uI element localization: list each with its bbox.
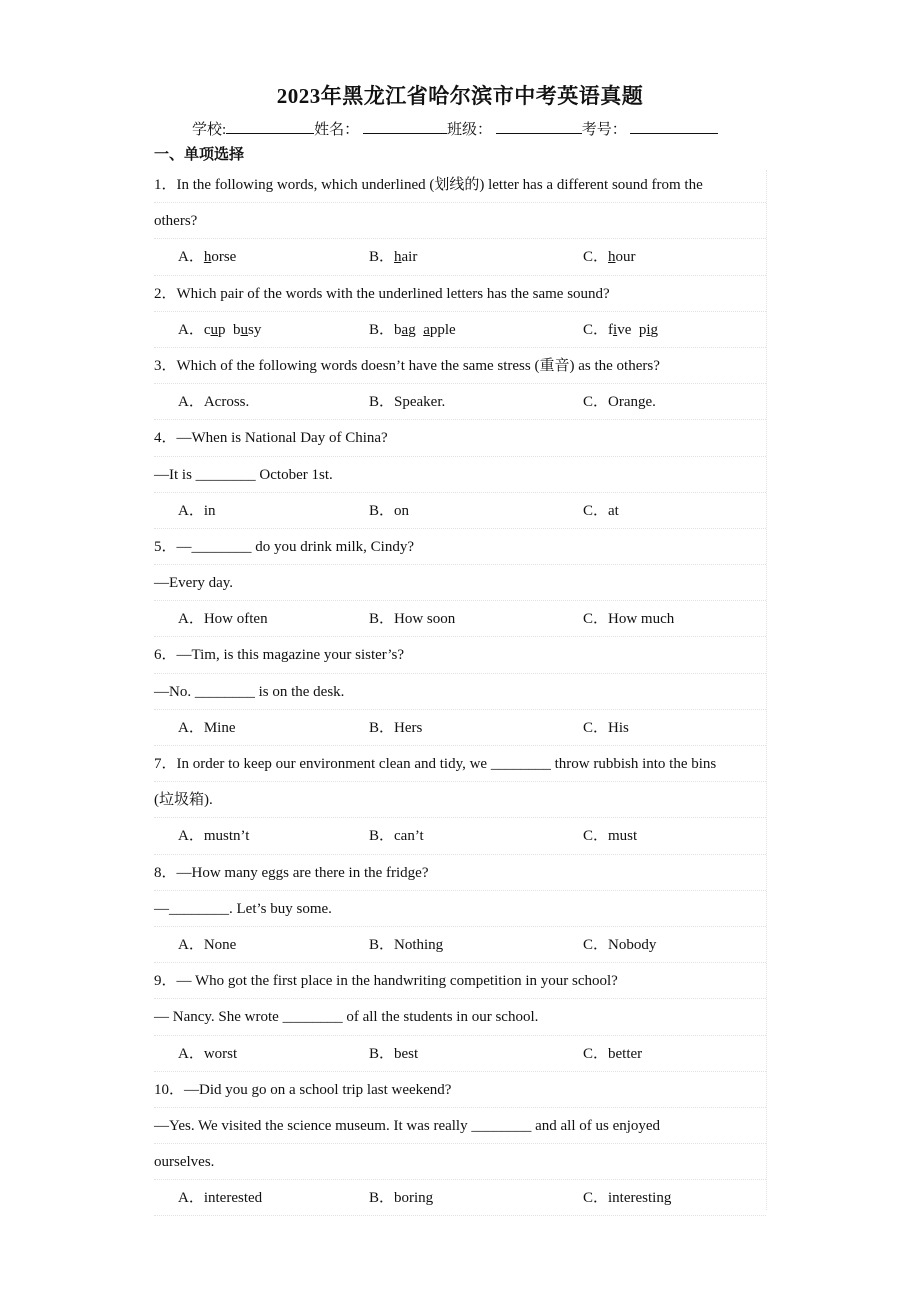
option-b[interactable]	[369, 1036, 418, 1072]
option-a[interactable]	[178, 1036, 237, 1072]
option-text: ve p	[617, 321, 647, 338]
option-text: His	[608, 719, 629, 736]
option-text: air	[401, 249, 418, 266]
option-text: Mine	[203, 719, 236, 736]
option-text: None	[203, 936, 237, 953]
option-text: interesting	[608, 1190, 672, 1207]
name-blank[interactable]	[363, 119, 447, 134]
option-a[interactable]	[178, 710, 236, 746]
option-text: pple	[429, 321, 456, 338]
question-text-line: —Yes. We visited the science museum. It was really ________ and all of us enjoyed	[154, 1108, 766, 1144]
option-text: How often	[203, 611, 268, 628]
option-b[interactable]	[369, 239, 417, 275]
option-text: Hers	[394, 719, 423, 736]
option-c[interactable]	[583, 1036, 642, 1072]
option-text: mustn’t	[203, 828, 250, 845]
option-c[interactable]	[583, 927, 656, 963]
option-label: A．	[178, 1190, 204, 1207]
option-c[interactable]	[583, 312, 658, 348]
option-label: A．	[178, 828, 204, 845]
option-label: C．	[583, 1045, 609, 1062]
options-row	[154, 384, 766, 420]
question-text-line: 9．— Who got the first place in the handwriting competition in your school?	[154, 963, 766, 999]
question-text-line: 7．In order to keep our environment clean and tidy, we ________ throw rubbish into the bins	[154, 746, 766, 782]
option-b[interactable]	[369, 601, 455, 637]
option-label: C．	[583, 611, 609, 628]
question-text-line: — Nancy. She wrote ________ of all the students in our school.	[154, 999, 766, 1035]
option-text: g	[650, 321, 659, 338]
option-c[interactable]	[583, 601, 674, 637]
option-text: at	[608, 502, 619, 519]
question-text-line: (垃圾箱).	[154, 782, 766, 818]
option-b[interactable]	[369, 384, 445, 420]
question-text-line: 6．—Tim, is this magazine your sister’s?	[154, 637, 766, 673]
option-label: B．	[369, 936, 395, 953]
option-a[interactable]	[178, 1180, 262, 1216]
option-label: C．	[583, 1190, 609, 1207]
option-label: B．	[369, 321, 395, 338]
options-row	[154, 493, 766, 529]
option-label: B．	[369, 502, 395, 519]
option-a[interactable]	[178, 239, 236, 275]
option-b[interactable]	[369, 493, 409, 529]
option-text: our	[615, 249, 636, 266]
option-text: orse	[211, 249, 237, 266]
option-c[interactable]	[583, 1180, 671, 1216]
options-row	[154, 818, 766, 854]
number-blank[interactable]	[630, 119, 718, 134]
option-label: C．	[583, 719, 609, 736]
class-blank[interactable]	[496, 119, 582, 134]
school-blank[interactable]	[226, 119, 314, 134]
option-text: Orange.	[608, 394, 656, 411]
option-text: sy	[248, 321, 262, 338]
option-text: Nothing	[394, 936, 444, 953]
student-info-row	[192, 118, 718, 139]
underlined-letter: i	[646, 321, 651, 338]
option-text: Across.	[203, 394, 250, 411]
option-text: b	[394, 321, 402, 338]
question-text-line: others?	[154, 203, 766, 239]
option-text: Nobody	[608, 936, 657, 953]
options-row	[154, 710, 766, 746]
underlined-letter: a	[423, 321, 430, 338]
question-text-line: 2．Which pair of the words with the underlined letters has the same sound?	[154, 276, 766, 312]
option-label: A．	[178, 249, 204, 266]
option-b[interactable]	[369, 1180, 433, 1216]
name-label: 姓名：	[314, 122, 360, 138]
option-label: B．	[369, 828, 395, 845]
option-text: can’t	[394, 828, 424, 845]
option-c[interactable]	[583, 818, 637, 854]
option-label: C．	[583, 828, 609, 845]
underlined-letter: h	[608, 249, 616, 266]
option-label: A．	[178, 936, 204, 953]
underlined-letter: u	[240, 321, 249, 338]
option-label: B．	[369, 394, 395, 411]
option-text: worst	[203, 1045, 238, 1062]
class-label: 班级：	[446, 122, 492, 138]
margin-guide	[766, 170, 767, 1210]
question-text-line: —It is ________ October 1st.	[154, 457, 766, 493]
options-row	[154, 927, 766, 963]
option-text: How soon	[394, 611, 456, 628]
option-text: g	[408, 321, 424, 338]
option-label: B．	[369, 249, 395, 266]
question-text-line: ourselves.	[154, 1144, 766, 1180]
option-label: C．	[583, 321, 609, 338]
option-c[interactable]	[583, 384, 656, 420]
options-row	[154, 1036, 766, 1072]
underlined-letter: i	[613, 321, 618, 338]
option-c[interactable]	[583, 239, 636, 275]
question-text-line: 10．—Did you go on a school trip last weekend?	[154, 1072, 766, 1108]
option-text: must	[608, 828, 638, 845]
underlined-letter: u	[210, 321, 219, 338]
question-text-line: —No. ________ is on the desk.	[154, 674, 766, 710]
question-text-line: 4．—When is National Day of China?	[154, 420, 766, 456]
option-label: A．	[178, 502, 204, 519]
underlined-letter: a	[401, 321, 409, 338]
option-label: B．	[369, 1045, 395, 1062]
option-label: C．	[583, 249, 609, 266]
option-text: best	[394, 1045, 419, 1062]
option-c[interactable]	[583, 493, 619, 529]
questions-list	[154, 167, 766, 1216]
option-a[interactable]	[178, 601, 268, 637]
option-label: B．	[369, 611, 395, 628]
question-text-line: 8．—How many eggs are there in the fridge?	[154, 855, 766, 891]
underlined-letter: h	[203, 249, 212, 266]
option-a[interactable]	[178, 384, 249, 420]
option-text: p b	[218, 321, 241, 338]
question-text-line: 3．Which of the following words doesn’t have the same stress (重音) as the others?	[154, 348, 766, 384]
school-label: 学校:	[192, 122, 227, 138]
option-label: A．	[178, 1045, 204, 1062]
option-b[interactable]	[369, 818, 424, 854]
option-text: interested	[203, 1190, 263, 1207]
option-text: better	[608, 1045, 643, 1062]
option-label: A．	[178, 719, 204, 736]
option-text: How much	[608, 611, 675, 628]
question-text-line: 5．—________ do you drink milk, Cindy?	[154, 529, 766, 565]
option-text: Speaker.	[394, 394, 446, 411]
option-text: on	[394, 502, 410, 519]
option-label: A．	[178, 321, 204, 338]
question-text-line: —________. Let’s buy some.	[154, 891, 766, 927]
option-a[interactable]	[178, 493, 216, 529]
number-label: 考号：	[581, 122, 627, 138]
option-label: C．	[583, 394, 609, 411]
options-row	[154, 239, 766, 275]
option-a[interactable]	[178, 927, 236, 963]
option-text: f	[608, 321, 614, 338]
option-text: boring	[394, 1190, 434, 1207]
option-label: C．	[583, 936, 609, 953]
option-a[interactable]	[178, 312, 261, 348]
options-row	[154, 601, 766, 637]
option-text: in	[203, 502, 216, 519]
options-row	[154, 312, 766, 348]
option-label: C．	[583, 502, 609, 519]
option-c[interactable]	[583, 710, 629, 746]
options-row	[154, 1180, 766, 1216]
underlined-letter: h	[394, 249, 402, 266]
question-text-line: —Every day.	[154, 565, 766, 601]
option-label: A．	[178, 611, 204, 628]
option-a[interactable]	[178, 818, 249, 854]
option-label: B．	[369, 719, 395, 736]
option-label: B．	[369, 1190, 395, 1207]
option-b[interactable]	[369, 710, 422, 746]
document-title: 2023年黑龙江省哈尔滨市中考英语真题	[276, 84, 644, 108]
option-b[interactable]	[369, 927, 443, 963]
option-label: A．	[178, 394, 204, 411]
question-text-line: 1．In the following words, which underlined (划线的) letter has a different sound from the	[154, 167, 766, 203]
option-text: c	[203, 321, 211, 338]
option-b[interactable]	[369, 312, 456, 348]
section-heading: 一、单项选择	[154, 147, 245, 163]
